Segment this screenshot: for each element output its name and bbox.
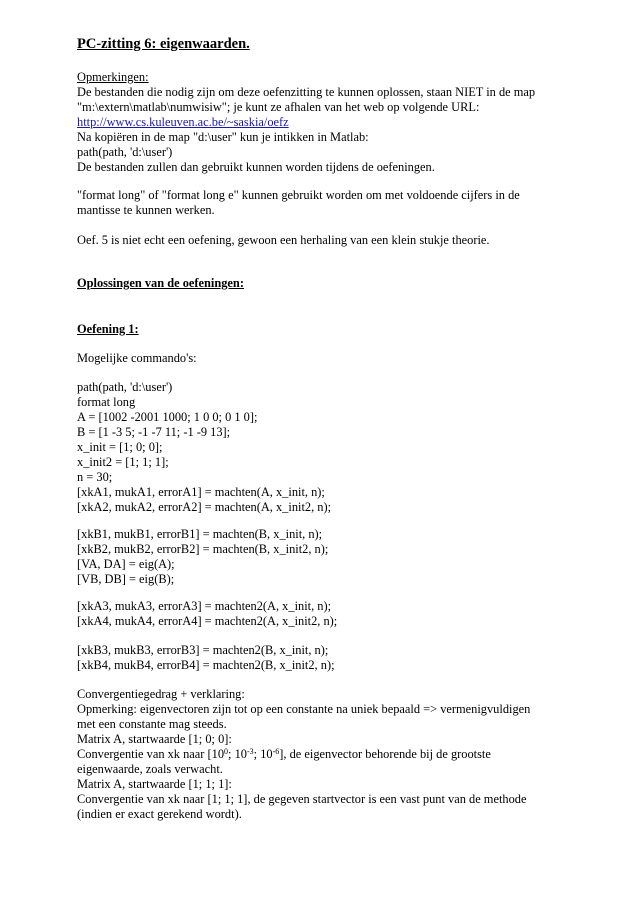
code-line: A = [1002 -2001 1000; 1 0 0; 0 1 0];: [77, 410, 258, 424]
oef5-note: [77, 233, 557, 248]
remarks-line-1: De bestanden die nodig zijn om deze oefenzitting te kunnen oplossen, staan NIET in de map: [77, 85, 536, 99]
exercise1-heading: Oefening 1:: [77, 322, 139, 336]
code-line: format long: [77, 395, 136, 409]
code-line: [xkB2, mukB2, errorB2] = machten(B, x_init2, n);: [77, 542, 329, 556]
format-line-1: "format long" of "format long e" kunnen gebruikt worden om met voldoende cijfers in de: [77, 188, 520, 202]
code-line: B = [1 -3 5; -1 -7 11; -1 -9 13];: [77, 425, 231, 439]
convergence-result-1-cont: eigenwaarde, zoals verwacht.: [77, 762, 223, 776]
code-line: path(path, 'd:\user'): [77, 380, 173, 394]
code-line: [xkA3, mukA3, errorA3] = machten2(A, x_init, n);: [77, 599, 332, 613]
convergence-result-1: Convergentie van xk naar [$10^0$; $10^{-3}$; $10^{-6}$], de eigenvector behorende bij de grootste: [77, 747, 491, 761]
remarks-line-2: "m:\extern\matlab\numwisiw"; je kunt ze afhalen van het web op volgende URL:: [77, 100, 480, 114]
code-line: [xkA4, mukA4, errorA4] = machten2(A, x_init2, n);: [77, 614, 338, 628]
code-line: [VA, DA] = eig(A);: [77, 557, 175, 571]
oef5-line: Oef. 5 is niet echt een oefening, gewoon een herhaling van een klein stukje theorie.: [77, 233, 490, 247]
solutions-heading-block: [77, 276, 557, 291]
convergence-result-2: Convergentie van xk naar [1; 1; 1], de gegeven startvector is een vast punt van de methode: [77, 792, 527, 806]
code-line: [xkB4, mukB4, errorB4] = machten2(B, x_init2, n);: [77, 658, 335, 672]
remarks-line-files: De bestanden zullen dan gebruikt kunnen worden tijdens de oefeningen.: [77, 160, 435, 174]
code-group-1: [77, 380, 557, 515]
convergence-note-1: Opmerking: eigenvectoren zijn tot op een constante na uniek bepaald => vermenigvuldigen: [77, 702, 531, 716]
code-line: [xkB3, mukB3, errorB3] = machten2(B, x_init, n);: [77, 643, 329, 657]
code-line: [VB, DB] = eig(B);: [77, 572, 175, 586]
code-line: x_init2 = [1; 1; 1];: [77, 455, 169, 469]
code-group-2: [77, 527, 557, 587]
exercise1-intro-block: [77, 351, 557, 366]
convergence-note-2: met een constante mag steeds.: [77, 717, 227, 731]
download-url-link[interactable]: http://www.cs.kuleuven.ac.be/~saskia/oefz: [77, 115, 289, 129]
code-line: [xkA1, mukA1, errorA1] = machten(A, x_init, n);: [77, 485, 325, 499]
format-line-2: mantisse te kunnen werken.: [77, 203, 215, 217]
convergence-section: [77, 687, 557, 822]
page-title: PC-zitting 6: eigenwaarden.: [77, 36, 250, 52]
exercise1-intro: Mogelijke commando's:: [77, 351, 197, 365]
matrix-a-start-2: Matrix A, startwaarde [1; 1; 1]:: [77, 777, 232, 791]
remarks-line-path: path(path, 'd:\user'): [77, 145, 173, 159]
matrix-a-start-1: Matrix A, startwaarde [1; 0; 0]:: [77, 732, 232, 746]
code-group-3: [77, 599, 557, 629]
code-group-4: [77, 643, 557, 673]
code-line: [xkB1, mukB1, errorB1] = machten(B, x_init, n);: [77, 527, 323, 541]
code-line: x_init = [1; 0; 0];: [77, 440, 163, 454]
convergence-result-2-cont: (indien er exact gerekend wordt).: [77, 807, 242, 821]
exercise1-heading-block: [77, 322, 557, 337]
code-line: [xkA2, mukA2, errorA2] = machten(A, x_init2, n);: [77, 500, 332, 514]
remarks-section: [77, 70, 557, 175]
format-note: [77, 188, 557, 218]
solutions-heading: Oplossingen van de oefeningen:: [77, 276, 244, 290]
convergence-heading: Convergentiegedrag + verklaring:: [77, 687, 245, 701]
remarks-heading: Opmerkingen:: [77, 70, 149, 84]
remarks-line-copy: Na kopiëren in de map "d:\user" kun je intikken in Matlab:: [77, 130, 369, 144]
code-line: n = 30;: [77, 470, 113, 484]
